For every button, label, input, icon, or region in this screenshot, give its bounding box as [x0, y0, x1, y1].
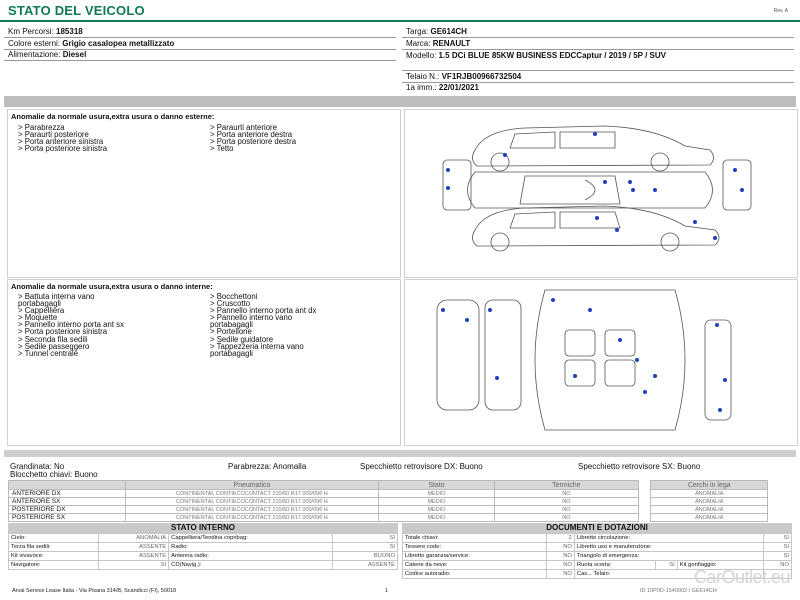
- km-value: 185318: [56, 27, 83, 36]
- plate-row: Targa: GE614CH: [406, 27, 467, 36]
- brand-row: Marca: RENAULT: [406, 39, 471, 48]
- table-row: Libretto garanzia/service: NO Triangolo di emergenza: SI: [403, 552, 792, 561]
- table-row: POSTERIORE SX CONTINENTAL CONTIECOCONTACT 215/60 R17 000/096 H MEDIO NO ANOMALIA: [9, 514, 768, 522]
- table-row: Totale chiavi: 2 Libretto circolazione: SI: [403, 534, 792, 543]
- plate-value: GE614CH: [430, 27, 467, 36]
- external-diagram-panel: [404, 109, 798, 278]
- windshield-status: Parabrezza: Anomalla: [228, 462, 307, 471]
- hail-status: Grandinata: No: [10, 462, 65, 471]
- registration-value: 22/01/2021: [438, 83, 479, 92]
- table-row: Navigatore: SI CD(Navig.): ASSENTE: [9, 561, 398, 570]
- external-list-col2: > Paraurti anteriore > Porta anteriore destra > Porta posteriore destra > Tetto: [210, 123, 297, 154]
- table-row: Codice autoradio: NO Cas... Telaio:: [403, 570, 792, 579]
- table-row: Tessere code: NO Libretto uso e manutenzione: SI: [403, 543, 792, 552]
- page-title: STATO DEL VEICOLO: [8, 3, 145, 18]
- car-exterior-diagram: [405, 110, 797, 277]
- color-row: Colore esterni: Grigio casalopea metallizzato: [8, 39, 175, 48]
- table-row: ANTERIORE SX CONTINENTAL CONTIECOCONTACT 215/60 R17 000/096 H MEDIO NO ANOMALIA: [9, 498, 768, 506]
- stato-interno-title: STATO INTERNO: [8, 523, 398, 533]
- chassis-value: VF1RJB00966732504: [441, 72, 522, 81]
- internal-list-col1: > Battuta interna vano portabagagli > Cappelliera > Moquette > Pannello interno porta ant sx > Porta posteriore sinistra > Seconda fila sedili > Sedile passeggero > Tunnel centrale: [18, 292, 124, 358]
- model-value: 1.5 DCi BLUE 85KW BUSINESS EDCCaptur / 2019 / 5P / SUV: [438, 51, 666, 60]
- mirror-dx-status: Specchietto retrovisore DX: Buono: [360, 462, 483, 471]
- table-row: POSTERIORE DX CONTINENTAL CONTIECOCONTACT 215/60 R17 000/096 H MEDIO NO ANOMALIA: [9, 506, 768, 514]
- table-row: Catene da neve: NO Ruota scorta: SI Kit gonfiaggio: NO: [403, 561, 792, 570]
- internal-diagram-panel: [404, 279, 798, 446]
- table-row: Terza fila sedili: ASSENTE Radio: SI: [9, 543, 398, 552]
- table-row: ANTERIORE DX CONTINENTAL CONTIECOCONTACT 215/60 R17 000/096 H MEDIO NO ANOMALIA: [9, 490, 768, 498]
- title-underline: [0, 20, 800, 22]
- color-value: Grigio casalopea metallizzato: [62, 39, 175, 48]
- registration-row: 1a imm.: 22/01/2021: [406, 83, 479, 92]
- fuel-value: Diesel: [62, 50, 87, 59]
- documenti-title: DOCUMENTI E DOTAZIONI: [402, 523, 792, 533]
- table-row: Cielo: ANOMALIA Cappelliera/Tendina copribag: SI: [9, 534, 398, 543]
- mirror-sx-status: Specchietto retrovisore SX: Buono: [578, 462, 701, 471]
- brand-value: RENAULT: [432, 39, 471, 48]
- keys-status: Blocchetto chiavi: Buono: [10, 470, 98, 479]
- external-damage-title: Anomalie da normale usura,extra usura o danno esterne:: [11, 112, 215, 121]
- tyre-table-header: Pneumatico Stato Termiche Cerchi in lega: [9, 481, 768, 490]
- car-interior-diagram: [405, 280, 797, 445]
- section-separator: [4, 450, 796, 457]
- chassis-row: Telaio N.: VF1RJB00966732504: [406, 72, 522, 81]
- model-row: Modello: 1.5 DCi BLUE 85KW BUSINESS EDCCaptur / 2019 / 5P / SUV: [406, 51, 666, 60]
- external-list-col1: > Parabrezza > Paraurti posteriore > Porta anteriore sinistra > Porta posteriore sinistra: [18, 123, 108, 154]
- km-row: Km Percorsi: 185318: [8, 27, 83, 36]
- stato-interno-table: [8, 533, 398, 570]
- tyre-table: [8, 480, 768, 522]
- footer-company: Arval Service Lease Italia - Via Pisana 314/B, Scandicci (FI), 50018: [12, 588, 177, 594]
- internal-damage-title: Anomalie da normale usura,extra usura o danno interne:: [11, 282, 213, 291]
- footer-ref: ID 10P0D-1540002 / GE614CH: [640, 588, 717, 594]
- revision-label: Rev. A: [773, 8, 788, 14]
- table-row: Kit vivavoce: ASSENTE Antenna radio: BUONO: [9, 552, 398, 561]
- section-divider: [4, 96, 796, 107]
- footer-page: 1: [385, 588, 389, 594]
- internal-list-col2: > Bocchettoni > Cruscotto > Pannello interno porta ant dx > Pannello interno vano portabagagli > Portellone > Sedile guidatore > Tappezzeria interna vano portabagagli: [210, 292, 317, 358]
- watermark-logo: CarOutlet.eu: [693, 567, 790, 587]
- fuel-row: Alimentazione: Diesel: [8, 50, 87, 59]
